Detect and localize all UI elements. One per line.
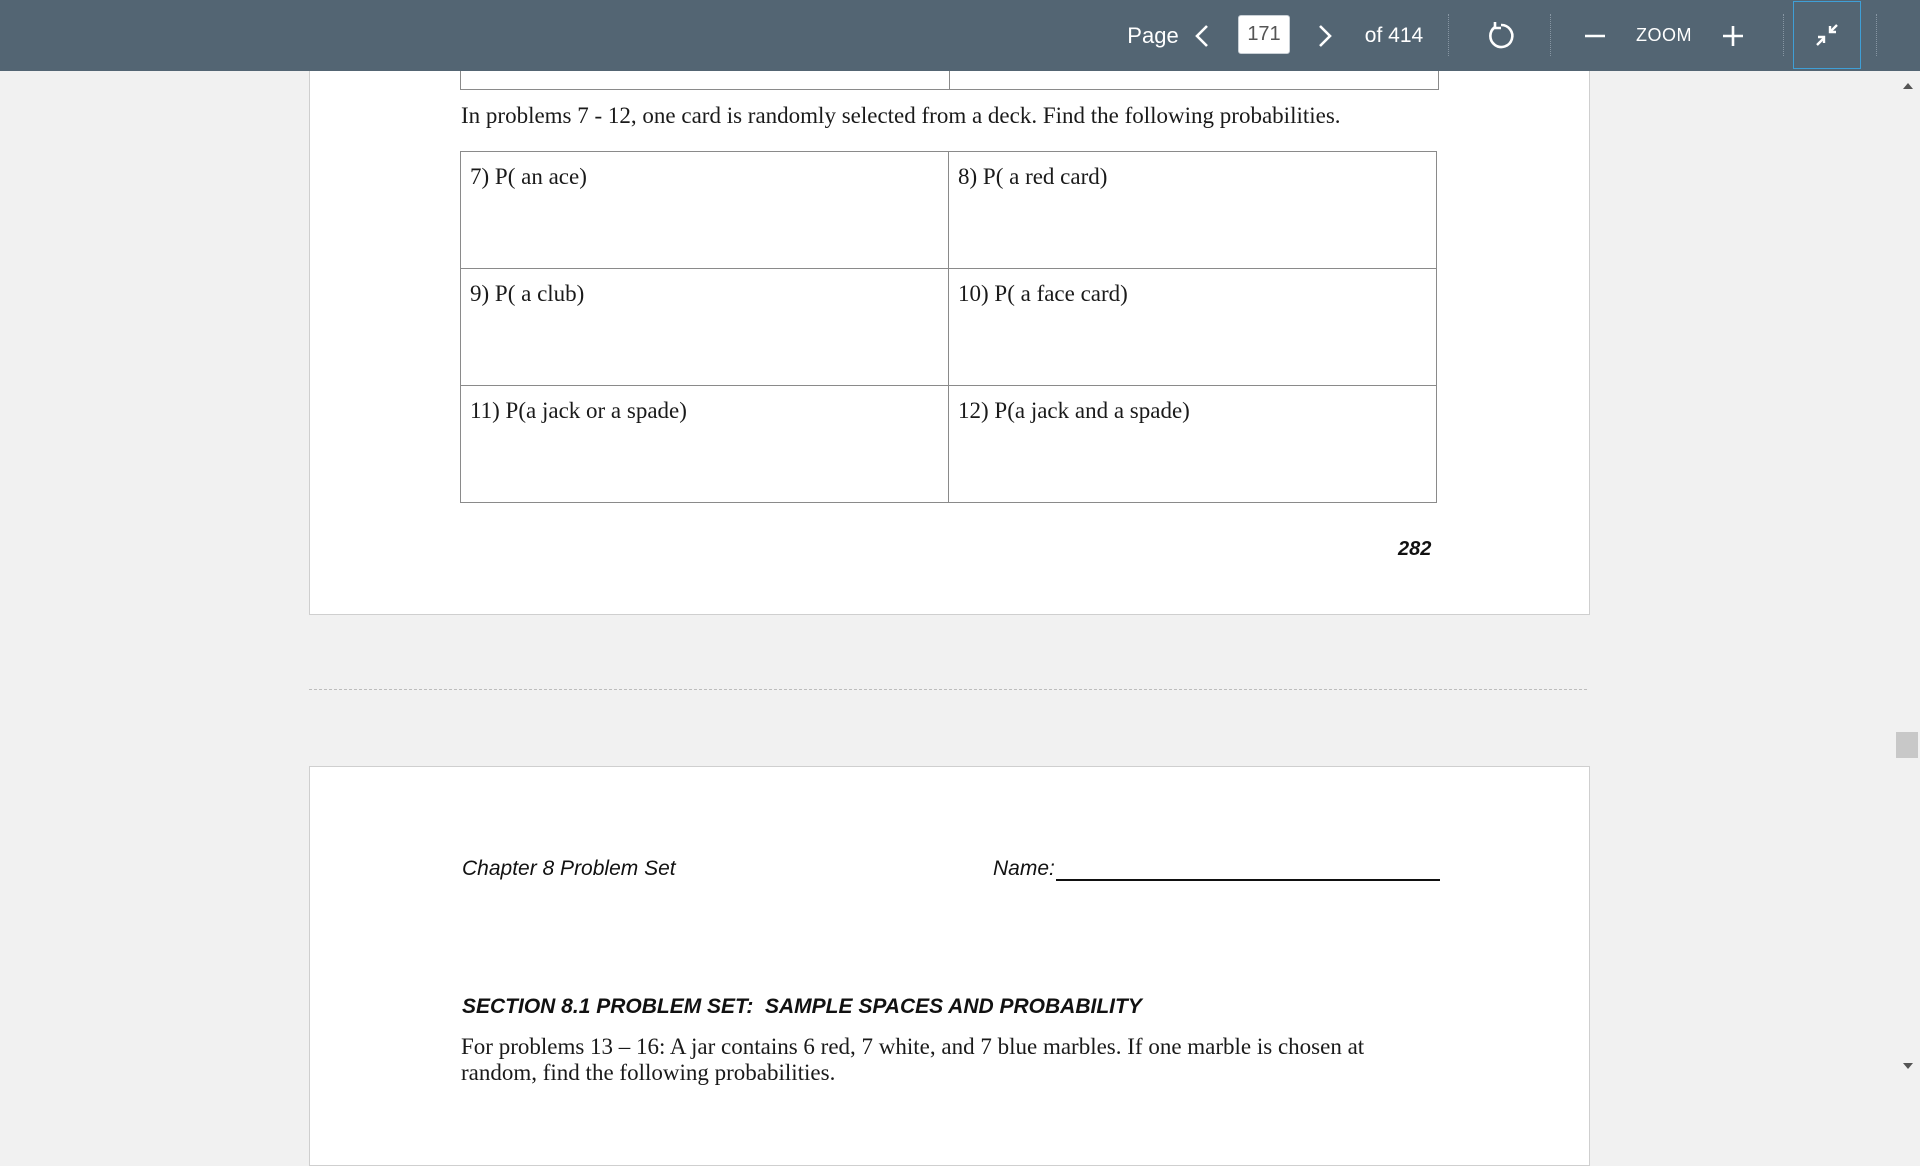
problem-table [460, 151, 1437, 503]
problem-cell: 8) P( a red card) [949, 152, 1437, 269]
problem-cell: 7) P( an ace) [461, 152, 949, 269]
name-field [993, 857, 1440, 881]
page-label: Page [1127, 22, 1179, 48]
viewer-toolbar [0, 0, 1920, 71]
document-page [309, 766, 1590, 1166]
toolbar-divider [1876, 14, 1877, 56]
scroll-down-button[interactable] [1896, 1056, 1920, 1076]
toolbar-divider [1448, 14, 1449, 56]
problem-cell: 11) P(a jack or a spade) [461, 386, 949, 503]
zoom-in-button[interactable] [1716, 0, 1750, 71]
scrollbar-thumb[interactable] [1896, 732, 1918, 758]
toolbar-divider [1783, 14, 1784, 56]
section-title: SECTION 8.1 PROBLEM SET: SAMPLE SPACES AND PROBABILITY [462, 995, 1142, 1018]
chevron-left-icon [1193, 23, 1211, 49]
next-page-button[interactable] [1311, 0, 1339, 71]
triangle-up-icon [1903, 83, 1913, 89]
intro-line: random, find the following probabilities. [461, 1060, 836, 1085]
vertical-scrollbar[interactable] [1896, 71, 1920, 1080]
zoom-label: ZOOM [1636, 25, 1692, 45]
table-row [461, 152, 1437, 269]
zoom-out-button[interactable] [1578, 0, 1612, 71]
intro-line: For problems 13 – 16: A jar contains 6 red, 7 white, and 7 blue marbles. If one marble is chosen at [461, 1034, 1365, 1059]
chapter-header: Chapter 8 Problem Set [462, 857, 676, 880]
table-row [461, 269, 1437, 386]
scroll-up-button[interactable] [1896, 76, 1920, 96]
name-underline [1056, 857, 1440, 881]
minus-icon [1583, 24, 1607, 48]
problem-intro [461, 1034, 1421, 1086]
table-row [461, 386, 1437, 503]
exit-fullscreen-button[interactable] [1793, 1, 1861, 69]
name-label: Name: [993, 857, 1055, 880]
page-total: of 414 [1364, 23, 1424, 47]
problem-cell: 12) P(a jack and a spade) [949, 386, 1437, 503]
page-number: 282 [1398, 538, 1432, 560]
problem-cell: 9) P( a club) [461, 269, 949, 386]
rotate-button[interactable] [1483, 0, 1519, 71]
previous-page-button[interactable] [1188, 0, 1216, 71]
plus-icon [1721, 24, 1745, 48]
problem-instructions: In problems 7 - 12, one card is randomly selected from a deck. Find the following probabilities. [461, 103, 1341, 128]
problem-cell: 10) P( a face card) [949, 269, 1437, 386]
triangle-down-icon [1903, 1063, 1913, 1069]
previous-table-bottom [460, 71, 1439, 90]
rotate-icon [1485, 20, 1517, 52]
collapse-icon [1812, 20, 1842, 50]
toolbar-divider [1550, 14, 1551, 56]
page-number-input[interactable] [1238, 15, 1290, 54]
page-separator [309, 689, 1587, 690]
chevron-right-icon [1316, 23, 1334, 49]
